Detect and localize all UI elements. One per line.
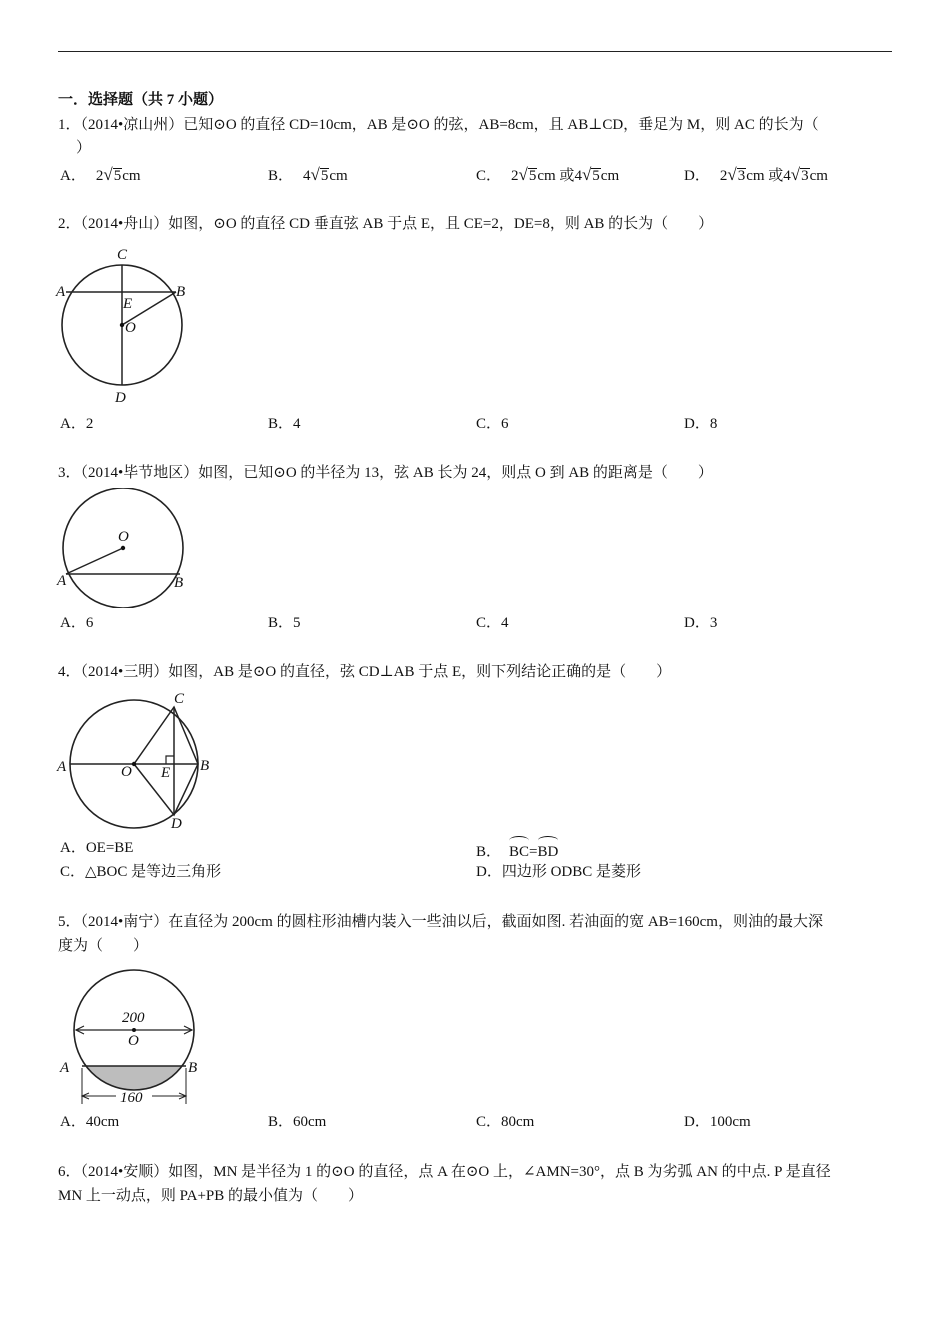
question-5-stem-end: 度为（ ） — [58, 938, 149, 954]
equals-sign: = — [529, 844, 538, 860]
center-point — [121, 546, 125, 550]
label-a: A — [56, 284, 66, 300]
question-5-option-d[interactable]: D．100cm — [684, 1114, 751, 1130]
coefficient: 2 — [511, 168, 519, 184]
question-5-option-c[interactable]: C．80cm — [476, 1114, 535, 1130]
question-4-option-d[interactable]: D．四边形 ODBC 是菱形 — [476, 864, 642, 880]
radicand: 5 — [592, 168, 600, 184]
question-4-option-b[interactable] — [476, 838, 558, 862]
question-3-option-a[interactable]: A．6 — [60, 615, 94, 631]
question-1-option-c[interactable] — [476, 165, 619, 186]
label-a: A — [57, 759, 67, 775]
question-5-figure — [54, 962, 214, 1108]
label-a: A — [57, 573, 67, 589]
unit: cm — [329, 168, 348, 184]
question-4-option-c[interactable]: C．△BOC 是等边三角形 — [60, 864, 222, 880]
label-d: D — [171, 816, 182, 832]
coefficient: 4 — [783, 168, 791, 184]
question-2-option-c[interactable]: C．6 — [476, 416, 509, 432]
option-label: B． — [268, 168, 294, 184]
unit: cm — [809, 168, 828, 184]
option-label: C． — [476, 168, 502, 184]
question-2-option-b[interactable]: B．4 — [268, 416, 301, 432]
question-4-figure — [54, 688, 224, 833]
right-angle-mark — [166, 756, 174, 764]
label-200: 200 — [122, 1010, 145, 1026]
sqrt-icon: √ — [727, 165, 737, 184]
question-3-stem: 3．（2014•毕节地区）如图，已知⊙O 的半径为 13，弦 AB 长为 24，则点 O 到 AB 的距离是（ ） — [58, 465, 713, 481]
question-1-option-a[interactable] — [60, 165, 141, 186]
option-label: A． — [60, 168, 86, 184]
question-3-option-d[interactable]: D．3 — [684, 615, 718, 631]
question-3-figure — [54, 488, 204, 608]
sqrt-icon: √ — [103, 165, 113, 184]
arc-bd: BD — [538, 838, 559, 862]
label-o: O — [125, 320, 136, 336]
question-5-stem: 5．（2014•南宁）在直径为 200cm 的圆柱形油槽内装入一些油以后，截面如图. 若油面的宽 AB=160cm，则油的最大深 — [58, 914, 823, 930]
question-3-option-b[interactable]: B．5 — [268, 615, 301, 631]
label-b: B — [200, 758, 210, 774]
label-o: O — [118, 529, 129, 545]
coefficient: 4 — [303, 168, 311, 184]
option-label: D． — [684, 168, 710, 184]
coefficient: 4 — [574, 168, 582, 184]
label-o: O — [128, 1033, 139, 1049]
label-e: E — [123, 296, 133, 312]
section-title: 一．选择题（共 7 小题） — [58, 92, 224, 108]
top-rule — [58, 51, 892, 52]
label-b: B — [188, 1060, 198, 1076]
sqrt-icon: √ — [518, 165, 528, 184]
question-5-option-a[interactable]: A．40cm — [60, 1114, 120, 1130]
question-1-option-d[interactable] — [684, 165, 828, 186]
radius-oa — [66, 548, 123, 574]
center-point — [120, 323, 124, 327]
coefficient: 2 — [95, 168, 104, 184]
unit: cm — [122, 168, 141, 184]
radicand: 3 — [737, 168, 746, 184]
label-b: B — [174, 575, 184, 591]
question-2-figure — [54, 240, 204, 406]
question-4-stem: 4．（2014•三明）如图，AB 是⊙O 的直径，弦 CD⊥AB 于点 E，则下列结论正确的是（ ） — [58, 664, 672, 680]
label-o: O — [121, 764, 132, 780]
coefficient: 2 — [719, 168, 728, 184]
radicand: 5 — [113, 168, 122, 184]
arc-bc: BC — [509, 838, 529, 862]
connector-text: cm 或 — [537, 168, 575, 184]
connector-text: cm 或 — [746, 168, 784, 184]
unit: cm — [600, 168, 620, 184]
question-3-option-c[interactable]: C．4 — [476, 615, 509, 631]
label-160: 160 — [120, 1090, 143, 1106]
center-point — [132, 1028, 136, 1032]
radicand: 5 — [528, 168, 537, 184]
question-6-stem: 6．（2014•安顺）如图，MN 是半径为 1 的⊙O 的直径，点 A 在⊙O 上，∠AMN=30°，点 B 为劣弧 AN 的中点. P 是直径 — [58, 1164, 831, 1180]
question-1-stem-end: ） — [76, 140, 92, 156]
sqrt-icon: √ — [790, 165, 801, 184]
label-c: C — [117, 247, 128, 263]
label-d: D — [115, 390, 126, 406]
label-b: B — [176, 284, 186, 300]
center-point — [132, 762, 136, 766]
question-4-option-a[interactable]: A．OE=BE — [60, 840, 134, 856]
question-6-stem-end: MN 上一动点，则 PA+PB 的最小值为（ ） — [58, 1188, 364, 1204]
label-c: C — [174, 691, 185, 707]
question-1-stem: 1．（2014•凉山州）已知⊙O 的直径 CD=10cm，AB 是⊙O 的弦，AB=8cm，且 AB⊥CD，垂足为 M，则 AC 的长为（ — [58, 117, 819, 133]
sqrt-icon: √ — [310, 165, 320, 184]
sqrt-icon: √ — [581, 165, 592, 184]
question-1-option-b[interactable] — [268, 165, 348, 186]
radicand: 5 — [320, 168, 329, 184]
label-e: E — [161, 765, 171, 781]
radicand: 3 — [801, 168, 809, 184]
label-a: A — [60, 1060, 70, 1076]
question-2-option-a[interactable]: A．2 — [60, 416, 94, 432]
question-5-option-b[interactable]: B．60cm — [268, 1114, 327, 1130]
option-label: B． — [476, 844, 502, 860]
question-2-stem: 2．（2014•舟山）如图，⊙O 的直径 CD 垂直弦 AB 于点 E，且 CE=2，DE=8，则 AB 的长为（ ） — [58, 216, 714, 232]
question-2-option-d[interactable]: D．8 — [684, 416, 718, 432]
